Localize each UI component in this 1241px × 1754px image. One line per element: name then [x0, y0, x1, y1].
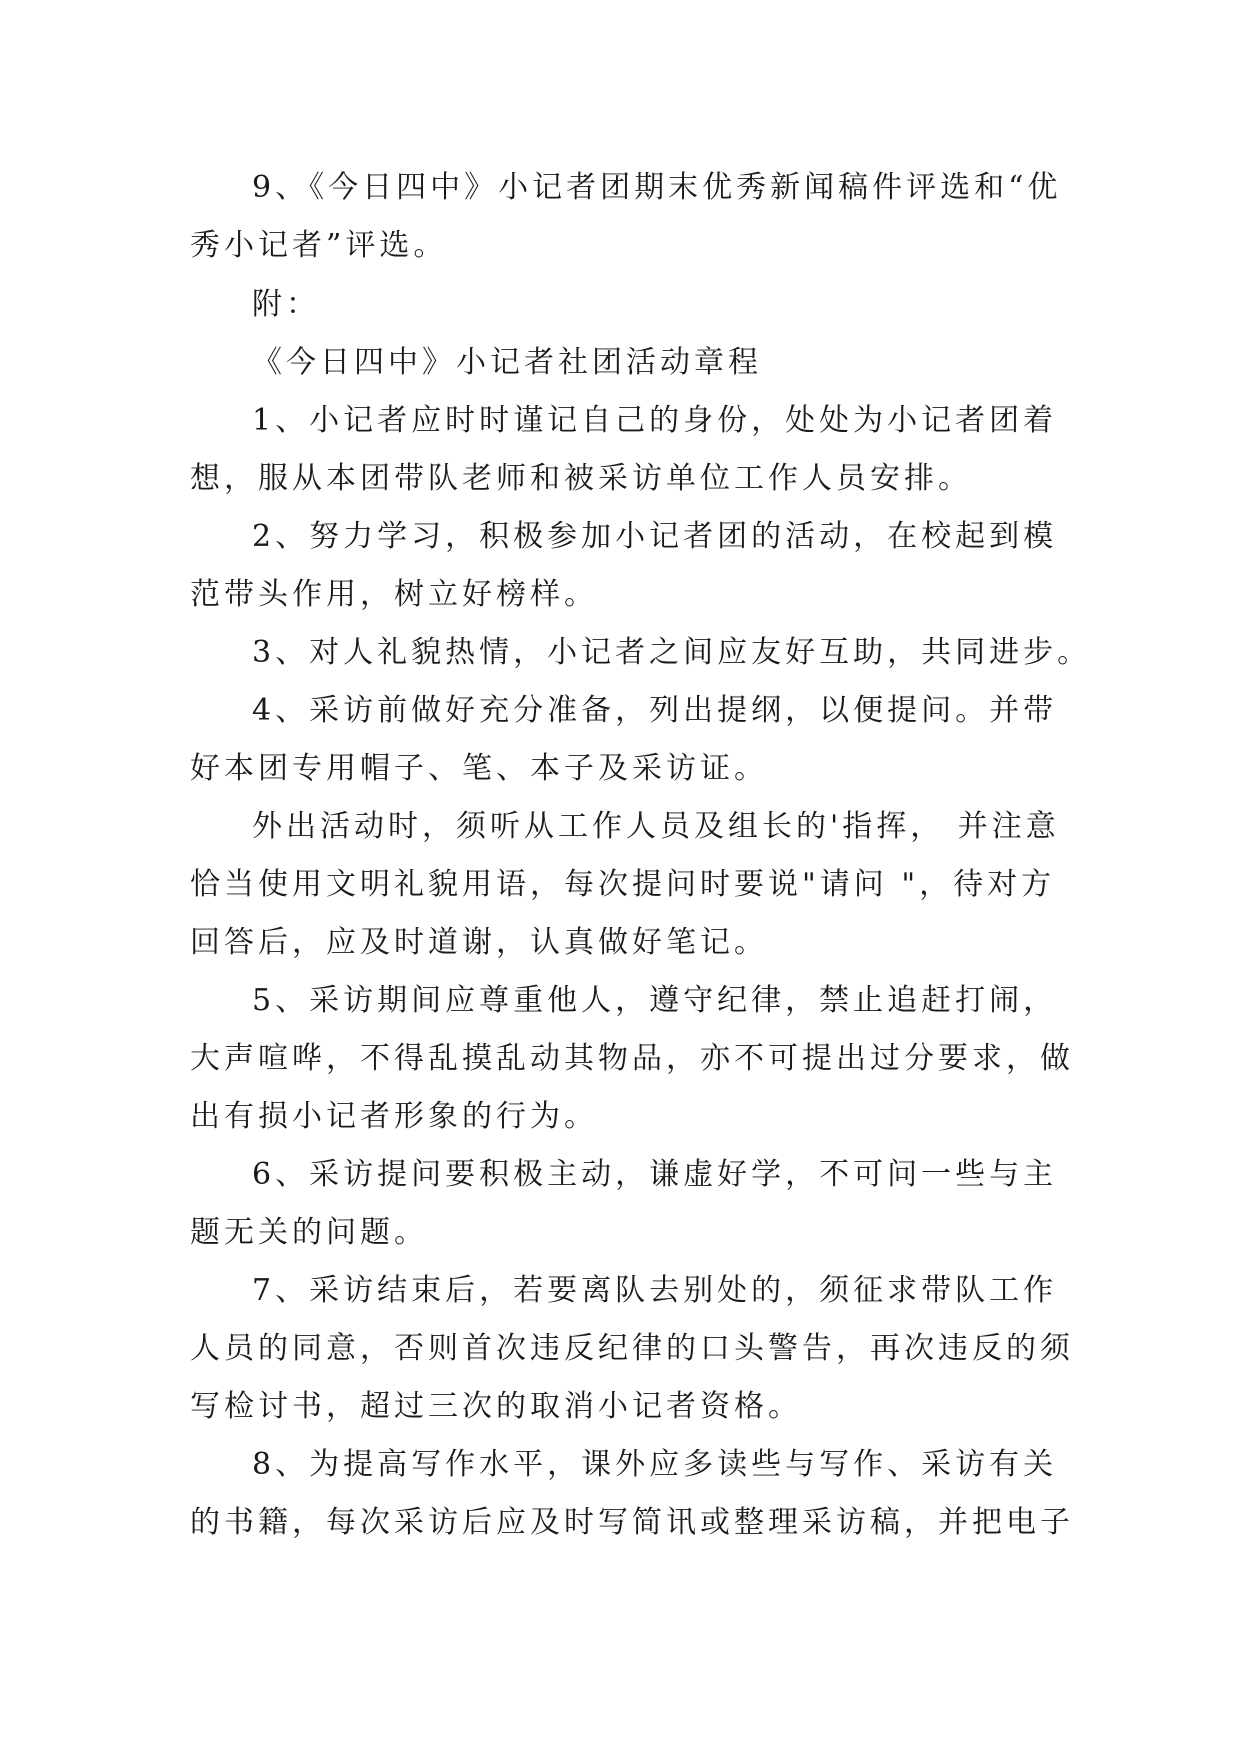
rule-7-line-1: 7、采访结束后，若要离队去别处的，须征求带队工作 — [252, 1273, 1058, 1308]
rule-4-line-1: 4、采访前做好充分准备，列出提纲，以便提问。并带 — [252, 693, 1058, 728]
paragraph-9-line-2: 秀小记者”评选。 — [190, 228, 448, 263]
rule-8-line-2: 的书籍，每次采访后应及时写简讯或整理采访稿，并把电子 — [190, 1505, 1074, 1540]
rule-8-line-1: 8、为提高写作水平，课外应多读些与写作、采访有关 — [252, 1447, 1058, 1482]
rule-5-line-3: 出有损小记者形象的行为。 — [190, 1099, 598, 1134]
rule-6-line-2: 题无关的问题。 — [190, 1215, 428, 1250]
rule-5-line-1: 5、采访期间应尊重他人，遵守纪律，禁止追赶打闹， — [252, 983, 1058, 1018]
appendix-label: 附： — [252, 287, 320, 322]
outing-line-1: 外出活动时，须听从工作人员及组长的'指挥， 并注意 — [252, 809, 1060, 844]
rule-7-line-3: 写检讨书，超过三次的取消小记者资格。 — [190, 1389, 802, 1424]
paragraph-9-line-1: 9、《今日四中》小记者团期末优秀新闻稿件评选和“优 — [252, 170, 1062, 205]
rule-4-line-2: 好本团专用帽子、笔、本子及采访证。 — [190, 751, 768, 786]
rule-5-line-2: 大声喧哗，不得乱摸乱动其物品，亦不可提出过分要求，做 — [190, 1041, 1074, 1076]
rule-1-line-1: 1、小记者应时时谨记自己的身份，处处为小记者团着 — [252, 403, 1058, 438]
rule-1-line-2: 想，服从本团带队老师和被采访单位工作人员安排。 — [190, 461, 972, 496]
rule-2-line-2: 范带头作用，树立好榜样。 — [190, 577, 598, 612]
rule-3-line-1: 3、对人礼貌热情，小记者之间应友好互助，共同进步。 — [252, 635, 1092, 670]
charter-title: 《今日四中》小记者社团活动章程 — [252, 345, 762, 380]
outing-line-2: 恰当使用文明礼貌用语，每次提问时要说"请问 "，待对方 — [190, 867, 1056, 902]
outing-line-3: 回答后，应及时道谢，认真做好笔记。 — [190, 925, 768, 960]
rule-6-line-1: 6、采访提问要积极主动，谦虚好学，不可问一些与主 — [252, 1157, 1058, 1192]
rule-2-line-1: 2、努力学习，积极参加小记者团的活动，在校起到模 — [252, 519, 1058, 554]
rule-7-line-2: 人员的同意，否则首次违反纪律的口头警告，再次违反的须 — [190, 1331, 1074, 1366]
